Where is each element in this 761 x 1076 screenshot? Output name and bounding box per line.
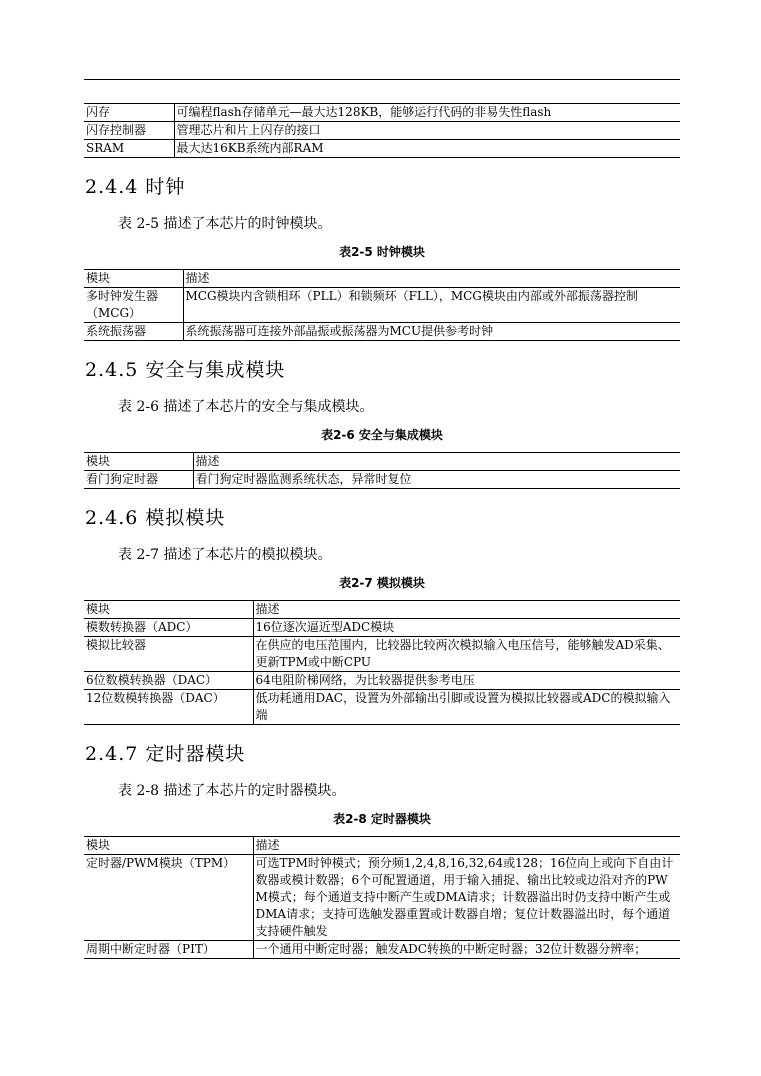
table-cell-description: 管理芯片和片上闪存的接口 (174, 122, 680, 140)
table-cell-description: 可编程flash存储单元—最大达128KB，能够运行代码的非易失性flash (174, 104, 680, 122)
table-cell-module: 多时钟发生器（MCG） (84, 288, 183, 323)
table-row (84, 140, 680, 158)
section-intro: 表 2-8 描述了本芯片的定时器模块。 (118, 783, 346, 799)
table-cell-description: 最大达16KB系统内部RAM (174, 140, 680, 158)
table-header-description: 描述 (253, 601, 680, 619)
table-row (84, 672, 680, 690)
section-heading-analog: 2.4.6 模拟模块 (85, 507, 226, 529)
table-cell-module: 系统振荡器 (84, 323, 183, 341)
table-cell-module: 6位数模转换器（DAC） (84, 672, 253, 690)
table-header-module: 模块 (84, 837, 253, 855)
table-row (84, 122, 680, 140)
table-cell-module: SRAM (84, 140, 174, 158)
table-row (84, 619, 680, 637)
analog-table (84, 600, 680, 725)
table-cell-description: 可选TPM时钟模式；预分频1,2,4,8,16,32,64或128；16位向上或向下自由计数器或模计数器；6个可配置通道，用于输入捕捉、输出比较或边沿对齐的PWM模式；每个通道支持中断产生或DMA请求；计数器溢出时仍支持中断产生或DMA请求；支持可选触发器重置或计数器自增；复位计数器溢出时，每个通道支持硬件触发 (253, 855, 680, 941)
section-intro: 表 2-7 描述了本芯片的模拟模块。 (118, 547, 332, 563)
memory-table (84, 103, 680, 158)
table-row (84, 637, 680, 672)
table-caption: 表2-5 时钟模块 (339, 245, 425, 259)
section-heading-timer: 2.4.7 定时器模块 (85, 743, 246, 765)
clock-table (84, 269, 680, 341)
table-row (84, 323, 680, 341)
table-cell-module: 周期中断定时器（PIT） (84, 941, 253, 959)
table-cell-module: 12位数模转换器（DAC） (84, 690, 253, 725)
table-cell-description: 16位逐次逼近型ADC模块 (253, 619, 680, 637)
table-cell-description: 看门狗定时器监测系统状态，异常时复位 (193, 471, 680, 489)
table-caption: 表2-8 定时器模块 (333, 812, 431, 826)
timer-table (84, 836, 680, 959)
table-header-row (84, 601, 680, 619)
table-header-description: 描述 (253, 837, 680, 855)
table-row (84, 288, 680, 323)
table-cell-module: 模拟比较器 (84, 637, 253, 672)
table-cell-description: 低功耗通用DAC，设置为外部输出引脚或设置为模拟比较器或ADC的模拟输入端 (253, 690, 680, 725)
table-cell-module: 模数转换器（ADC） (84, 619, 253, 637)
page-content (84, 103, 680, 959)
table-row (84, 104, 680, 122)
table-header-row (84, 837, 680, 855)
section-heading-clock: 2.4.4 时钟 (85, 176, 186, 198)
table-cell-module: 看门狗定时器 (84, 471, 193, 489)
section-heading-security: 2.4.5 安全与集成模块 (85, 359, 286, 381)
table-row (84, 855, 680, 941)
table-header-row (84, 270, 680, 288)
page-header-rule (84, 79, 680, 80)
table-cell-description: 在供应的电压范围内，比较器比较两次模拟输入电压信号，能够触发AD采集、更新TPM或中断CPU (253, 637, 680, 672)
table-row (84, 941, 680, 959)
table-cell-description: 64电阻阶梯网络，为比较器提供参考电压 (253, 672, 680, 690)
table-row (84, 471, 680, 489)
table-cell-module: 闪存 (84, 104, 174, 122)
table-cell-description: MCG模块内含锁相环（PLL）和锁频环（FLL），MCG模块由内部或外部振荡器控制 (183, 288, 680, 323)
section-intro: 表 2-5 描述了本芯片的时钟模块。 (118, 216, 332, 232)
table-header-description: 描述 (183, 270, 680, 288)
table-cell-description: 系统振荡器可连接外部晶振或振荡器为MCU提供参考时钟 (183, 323, 680, 341)
table-header-description: 描述 (193, 453, 680, 471)
table-cell-module: 闪存控制器 (84, 122, 174, 140)
table-caption: 表2-7 模拟模块 (339, 576, 425, 590)
table-cell-description: 一个通用中断定时器；触发ADC转换的中断定时器；32位计数器分辨率； (253, 941, 680, 959)
table-header-module: 模块 (84, 453, 193, 471)
table-header-module: 模块 (84, 270, 183, 288)
table-header-module: 模块 (84, 601, 253, 619)
security-table (84, 452, 680, 489)
table-row (84, 690, 680, 725)
table-header-row (84, 453, 680, 471)
table-caption: 表2-6 安全与集成模块 (321, 428, 443, 442)
table-cell-module: 定时器/PWM模块（TPM） (84, 855, 253, 941)
section-intro: 表 2-6 描述了本芯片的安全与集成模块。 (118, 399, 374, 415)
